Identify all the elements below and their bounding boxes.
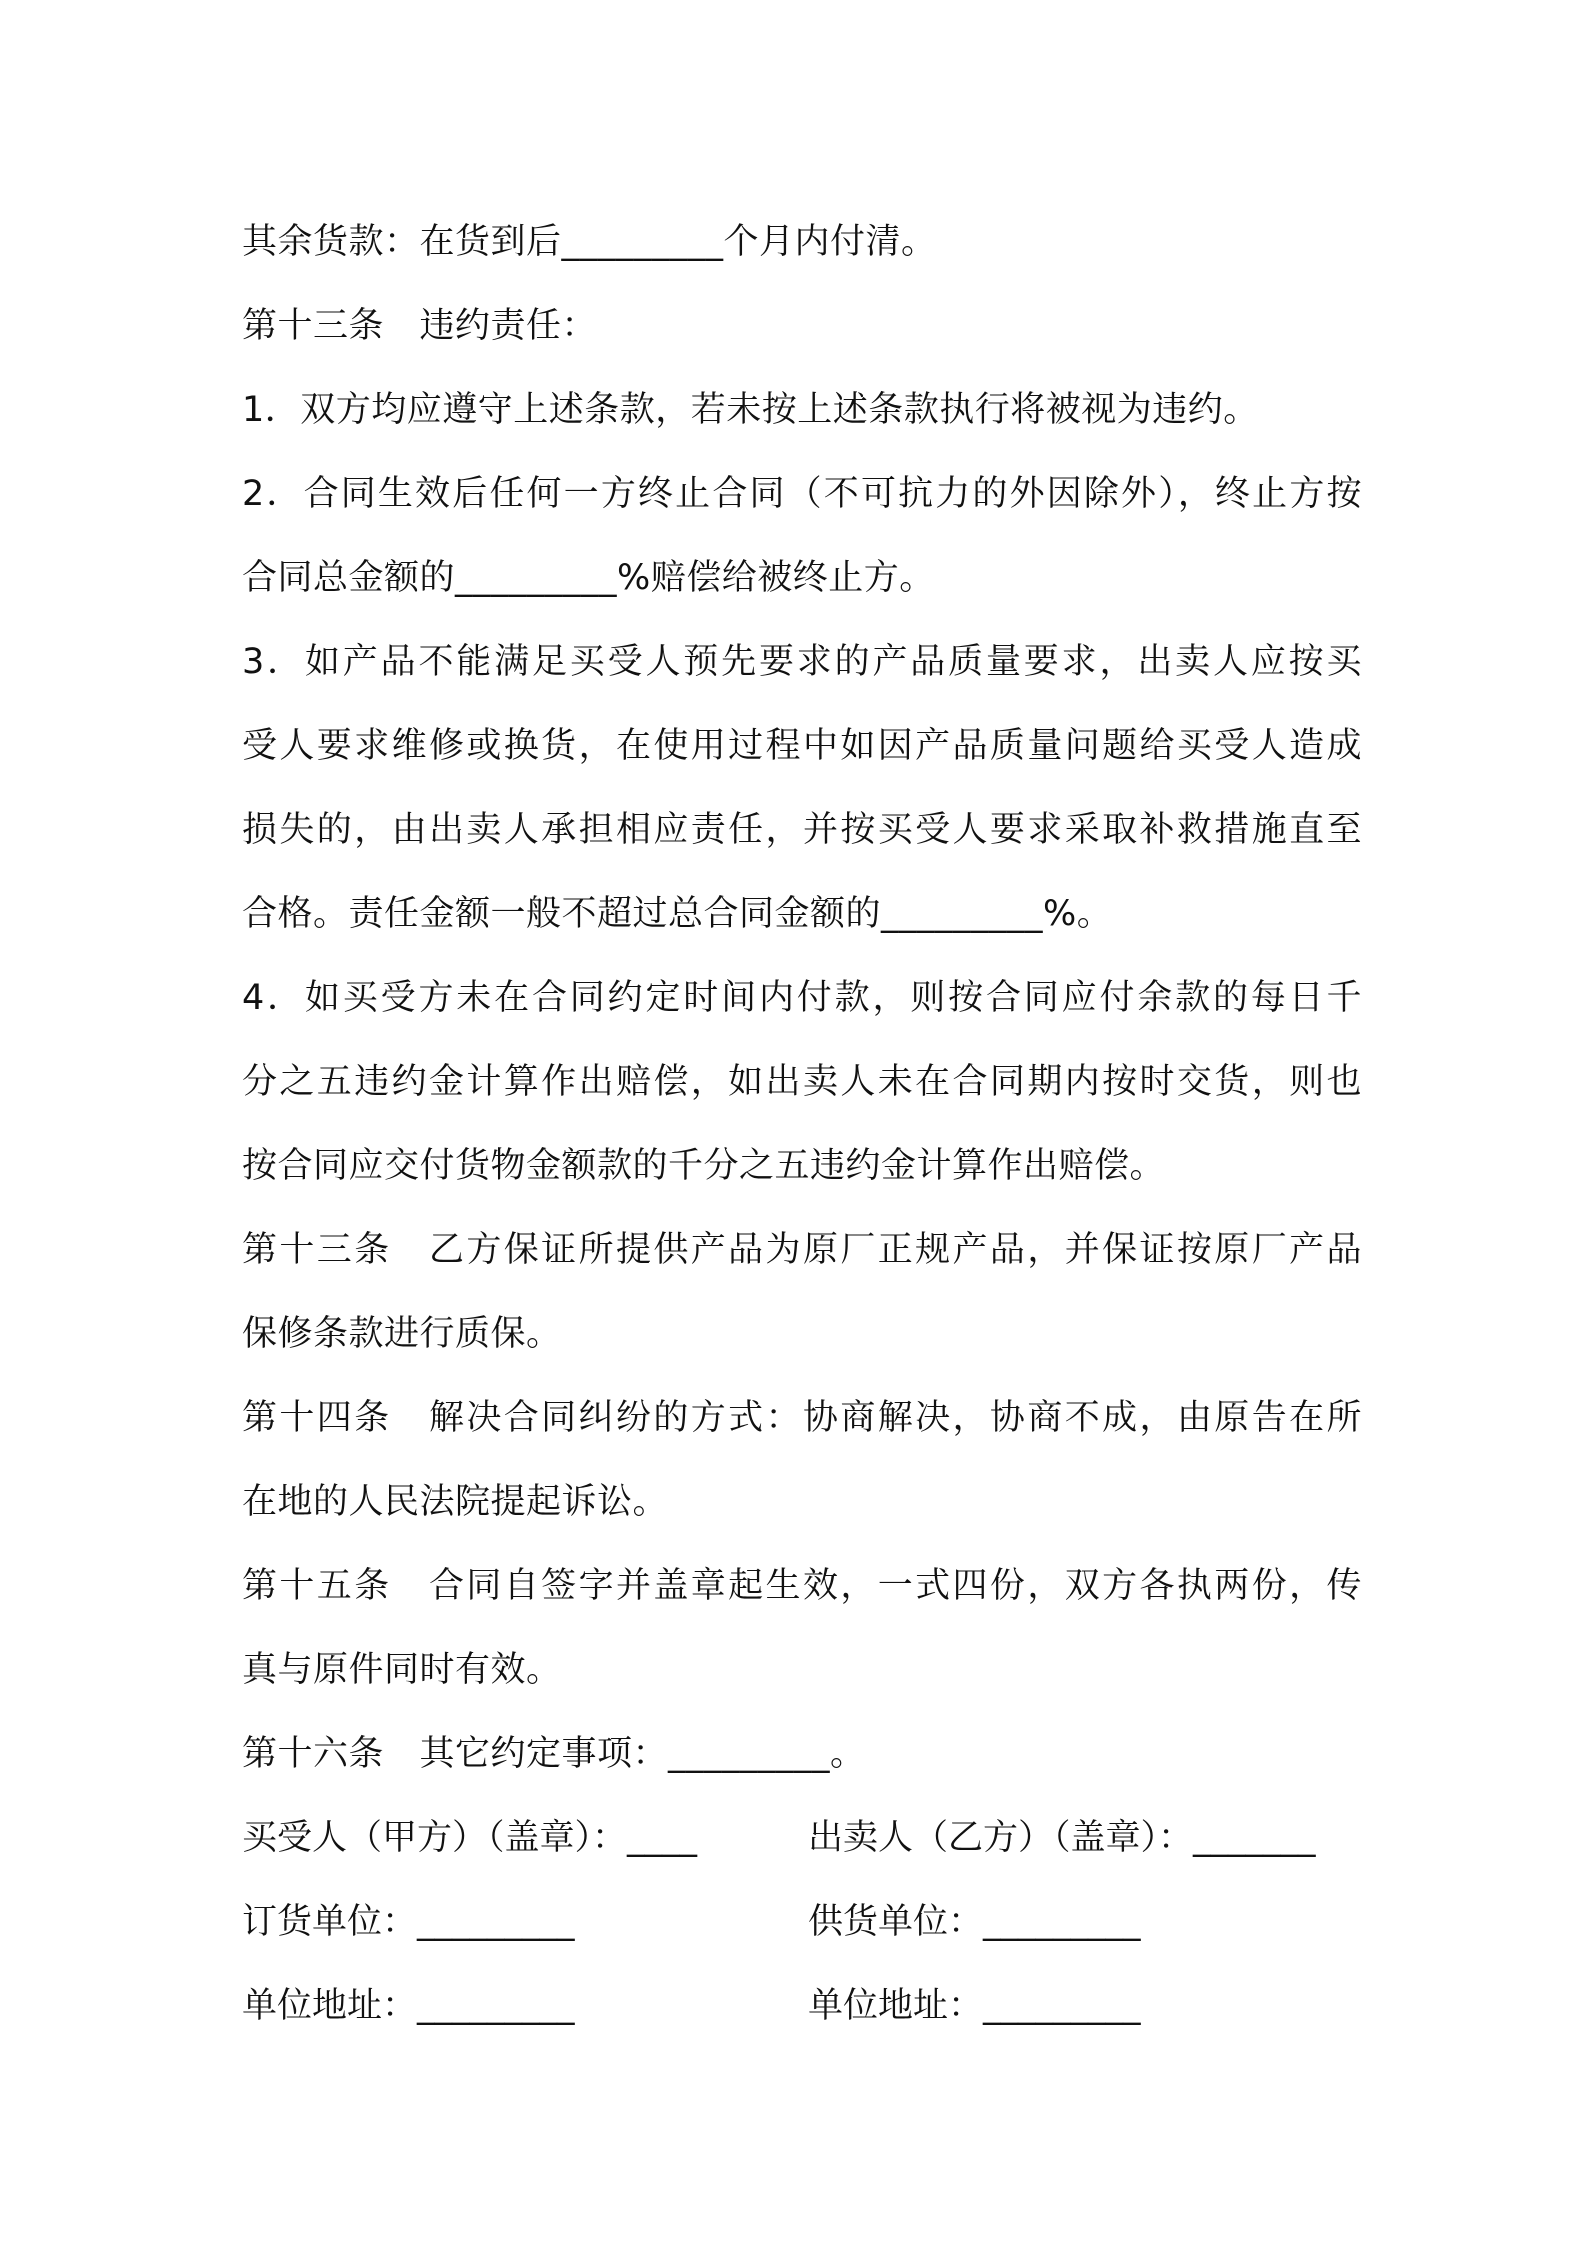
clause-2-line-2: 合同总金额的_________%赔偿给被终止方。 xyxy=(242,558,935,598)
article-15-line-1: 第十五条 合同自签字并盖章起生效，一式四份，双方各执两份，传 xyxy=(242,1566,1362,1606)
clause-3-line-4: 合格。责任金额一般不超过总合同金额的_________%。 xyxy=(242,894,1113,934)
clause-2-line-1: 2．合同生效后任何一方终止合同（不可抗力的外因除外），终止方按 xyxy=(242,474,1362,514)
buyer-seal-field: 买受人（甲方）（盖章）：____ xyxy=(242,1818,698,1858)
order-unit-field: 订货单位：_________ xyxy=(242,1902,575,1942)
clause-1: 1．双方均应遵守上述条款，若未按上述条款执行将被视为违约。 xyxy=(242,390,1259,430)
seller-address-field: 单位地址：_________ xyxy=(808,1986,1141,2026)
signature-unit-row xyxy=(242,1880,1362,1964)
signature-seal-row xyxy=(242,1796,1362,1880)
clause-3-line-3: 损失的，由出卖人承担相应责任，并按买受人要求采取补救措施直至 xyxy=(242,810,1362,850)
article-14-line-2: 在地的人民法院提起诉讼。 xyxy=(242,1482,669,1522)
heading-article-13-liability: 第十三条 违约责任： xyxy=(242,306,598,346)
clause-3-line-1: 3．如产品不能满足买受人预先要求的产品质量要求，出卖人应按买 xyxy=(242,642,1362,682)
signature-address-row xyxy=(242,1964,1362,2048)
clause-4-line-2: 分之五违约金计算作出赔偿，如出卖人未在合同期内按时交货，则也 xyxy=(242,1062,1362,1102)
article-13-warranty-line-1: 第十三条 乙方保证所提供产品为原厂正规产品，并保证按原厂产品 xyxy=(242,1230,1362,1270)
seller-seal-field: 出卖人（乙方）（盖章）：_______ xyxy=(808,1818,1316,1858)
buyer-address-field: 单位地址：_________ xyxy=(242,1986,575,2026)
article-15-line-2: 真与原件同时有效。 xyxy=(242,1650,562,1690)
clause-4-line-3: 按合同应交付货物金额款的千分之五违约金计算作出赔偿。 xyxy=(242,1146,1166,1186)
article-16: 第十六条 其它约定事项：_________。 xyxy=(242,1734,866,1774)
clause-4-line-1: 4．如买受方未在合同约定时间内付款，则按合同应付余款的每日千 xyxy=(242,978,1362,1018)
article-13-warranty-line-2: 保修条款进行质保。 xyxy=(242,1314,562,1354)
clause-3-line-2: 受人要求维修或换货，在使用过程中如因产品质量问题给买受人造成 xyxy=(242,726,1362,766)
supply-unit-field: 供货单位：_________ xyxy=(808,1902,1141,1942)
article-14-line-1: 第十四条 解决合同纠纷的方式：协商解决，协商不成，由原告在所 xyxy=(242,1398,1362,1438)
paragraph-remaining-payment: 其余货款：在货到后_________个月内付清。 xyxy=(242,222,937,262)
contract-body xyxy=(242,200,1362,2048)
